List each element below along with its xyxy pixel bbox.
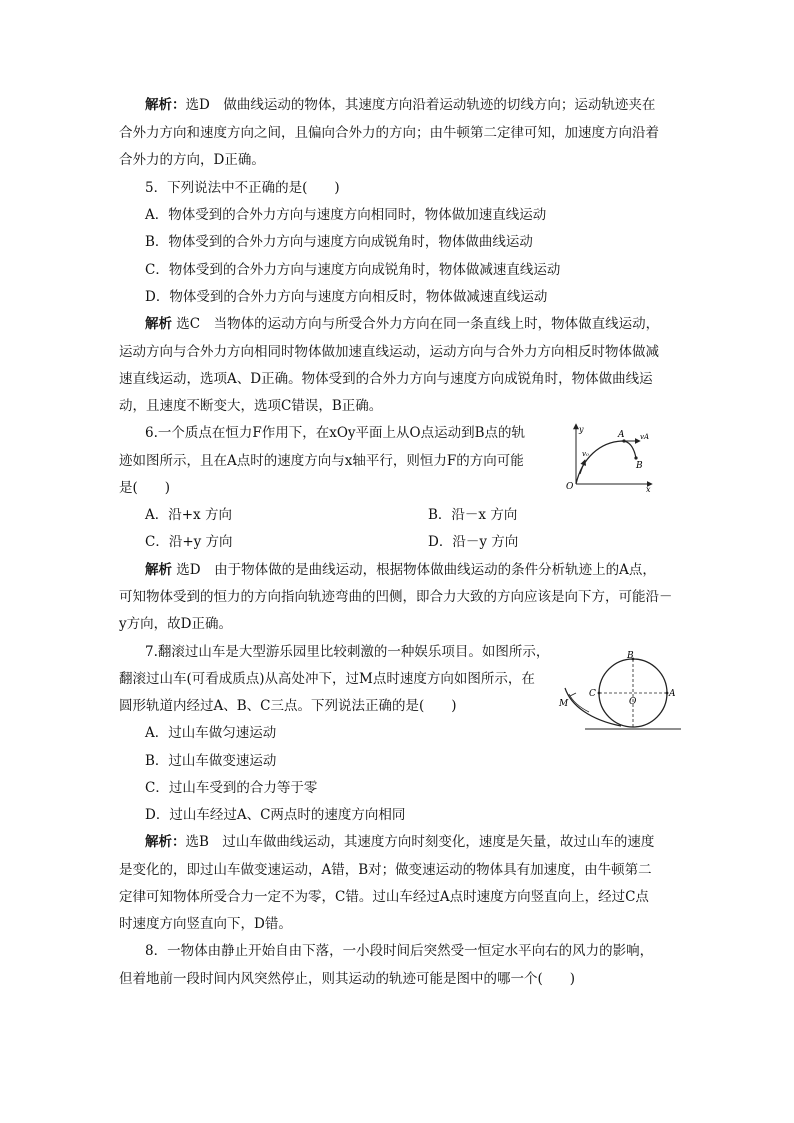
question-6-line1: 6.一个质点在恒力F作用下，在xOy平面上从O点运动到B点的轨: [145, 425, 526, 441]
question-7-line3: 圆形轨道内经过A、B、C三点。下列说法正确的是( ): [119, 698, 457, 714]
question-8-line2: 但着地前一段时间内风突然停止，则其运动的轨迹可能是图中的哪一个( ): [119, 971, 576, 987]
origin-label: O: [566, 482, 574, 492]
analysis-label: 解析: [145, 316, 172, 332]
question-7-option-a: A．过山车做匀速运动: [145, 725, 277, 741]
question-5-stem: 5．下列说法中不正确的是( ): [145, 180, 340, 196]
question-5-option-d: D．物体受到的合外力方向与速度方向相反时，物体做减速直线运动: [145, 289, 548, 305]
analysis-q7-line4: 时速度方向竖直向下，D错。: [119, 916, 292, 932]
question-7-line1: 7.翻滚过山车是大型游乐园里比较刺激的一种娱乐项目。如图所示，: [145, 644, 550, 660]
question-7-line2: 翻滚过山车(可看成质点)从高处冲下，过M点时速度方向如图所示，在: [119, 671, 535, 687]
x-axis-label: x: [646, 485, 651, 494]
question-6-option-d: D．沿－y 方向: [428, 534, 519, 550]
point-c-marker: [598, 692, 601, 695]
y-axis-label: y: [579, 425, 584, 434]
analysis-label: 解析: [145, 562, 172, 578]
analysis-q7-line3: 定律可知物体所受合力一定不为零，C错。过山车经过A点时速度方向竖直向上，经过C点: [119, 889, 649, 905]
question-7-option-b: B．过山车做变速运动: [145, 753, 277, 769]
roller-coaster-figure: [555, 650, 685, 732]
analysis-q5-line1: 解析 选C 当物体的运动方向与所受合外力方向在同一条直线上时，物体做直线运动，: [145, 316, 660, 332]
a-label: A: [618, 430, 625, 440]
b-label: B: [627, 651, 634, 661]
analysis-q7-line1: 解析：选B 过山车做曲线运动，其速度方向时刻变化，速度是矢量，故过山车的速度: [145, 834, 655, 850]
analysis-q6-line2: 可知物体受到的恒力的方向指向轨迹弯曲的凹侧，即合力大致的方向应该是向下方，可能沿－: [119, 589, 673, 605]
analysis-q5-line4: 动，且速度不断变大，选项C错误，B正确。: [119, 398, 383, 414]
b-label: B: [636, 461, 643, 471]
question-5-option-a: A．物体受到的合外力方向与速度方向相同时，物体做加速直线运动: [145, 207, 547, 223]
velocity-m-arrow: [570, 693, 576, 696]
analysis-q4-line3: 合外力的方向，D正确。: [119, 152, 265, 168]
question-7-option-d: D．过山车经过A、C两点时的速度方向相同: [145, 807, 406, 823]
v0-arrow: [580, 460, 585, 474]
analysis-q7-line2: 是变化的，即过山车做变速运动，A错，B对；做变速运动的物体具有加速度，由牛顿第二: [119, 862, 652, 878]
analysis-q5-line3: 速直线运动，选项A、D正确。物体受到的合外力方向与速度方向成锐角时，物体做曲线运: [119, 371, 653, 387]
question-6-line3: 是( ): [119, 480, 171, 496]
question-5-option-c: C．物体受到的合外力方向与速度方向成锐角时，物体做减速直线运动: [145, 262, 561, 278]
c-label: C: [589, 689, 596, 699]
question-8-line1: 8．一物体由静止开始自由下落，一小段时间后突然受一恒定水平向右的风力的影响，: [145, 943, 654, 959]
question-6-option-b: B．沿－x 方向: [428, 507, 518, 523]
analysis-q5-line2: 运动方向与合外力方向相同时物体做加速直线运动，运动方向与合外力方向相反时物体做减: [119, 344, 659, 360]
analysis-q6-line1: 解析 选D 由于物体做的是曲线运动，根据物体做曲线运动的条件分析轨迹上的A点，: [145, 562, 656, 578]
v0-label: v₀: [582, 450, 589, 458]
analysis-q4-line1: 解析：选D 做曲线运动的物体，其速度方向沿着运动轨迹的切线方向；运动轨迹夹在: [145, 97, 656, 113]
analysis-label: 解析：: [145, 97, 186, 113]
analysis-q4-line2: 合外力方向和速度方向之间，且偏向合外力的方向；由牛顿第二定律可知，加速度方向沿着: [119, 125, 659, 141]
question-6-option-c: C．沿+y 方向: [145, 534, 233, 550]
question-7-option-c: C．过山车受到的合力等于零: [145, 780, 318, 796]
analysis-q6-line3: y方向，故D正确。: [119, 616, 232, 632]
entry-track-inner: [569, 694, 589, 712]
question-6-line2: 迹如图所示，且在A点时的速度方向与x轴平行，则恒力F的方向可能: [119, 453, 524, 469]
a-label: A: [669, 689, 676, 699]
o-label: O: [629, 697, 637, 707]
point-b: [634, 456, 637, 459]
trajectory-curve: [576, 441, 636, 484]
analysis-label: 解析：: [145, 834, 186, 850]
question-6-option-a: A．沿+x 方向: [145, 507, 232, 523]
va-label: vA: [640, 433, 650, 441]
point-a-marker: [666, 692, 669, 695]
question-5-option-b: B．物体受到的合外力方向与速度方向成锐角时，物体做曲线运动: [145, 234, 533, 250]
m-label: M: [559, 699, 569, 709]
trajectory-figure: [560, 420, 660, 498]
